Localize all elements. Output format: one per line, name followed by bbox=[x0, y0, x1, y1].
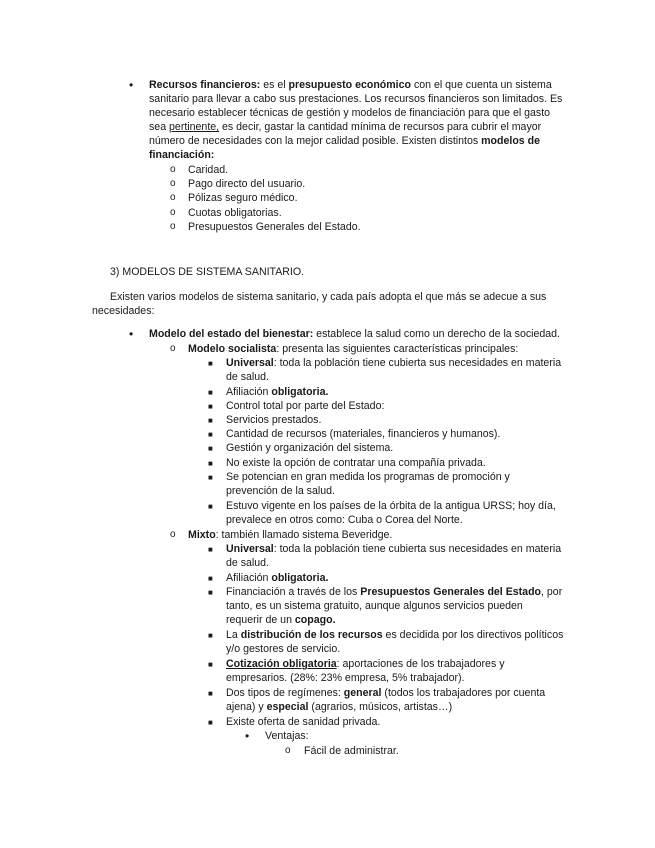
square-bullet-icon: ■ bbox=[208, 459, 213, 468]
bold-text: Modelo socialista bbox=[188, 343, 277, 355]
bullet-icon: • bbox=[129, 327, 134, 341]
text: Dos tipos de regímenes: bbox=[226, 687, 344, 699]
list-item: No existe la opción de contratar una compañía privada. bbox=[226, 457, 486, 469]
recursos-line-2: sanitario para llevar a cabo sus prestaciones. Los recursos financieros son limitados. Es bbox=[149, 93, 563, 105]
list-item bbox=[226, 585, 562, 599]
list-item-cont: y/o gestores de servicio. bbox=[226, 643, 341, 655]
list-item-cont: de salud. bbox=[226, 557, 269, 569]
square-bullet-icon: ■ bbox=[208, 631, 213, 640]
square-bullet-icon: ■ bbox=[208, 388, 213, 397]
intro-line-2: necesidades: bbox=[92, 305, 155, 317]
square-bullet-icon: ■ bbox=[208, 574, 213, 583]
square-bullet-icon: ■ bbox=[208, 588, 213, 597]
square-bullet-icon: ■ bbox=[208, 359, 213, 368]
list-item bbox=[226, 571, 328, 585]
list-item-cont: de salud. bbox=[226, 371, 269, 383]
text: es el bbox=[260, 79, 289, 91]
list-item-cont bbox=[226, 700, 452, 714]
underlined-text: pertinente, bbox=[169, 121, 220, 133]
list-item: Gestión y organización del sistema. bbox=[226, 442, 394, 454]
bullet-icon: • bbox=[245, 729, 250, 743]
bold-text: general bbox=[343, 687, 382, 699]
recursos-line-3: necesario establecer técnicas de gestión y modelos de financiación para que el gasto bbox=[149, 107, 551, 119]
circle-bullet-icon: o bbox=[170, 178, 176, 189]
list-item-cont: tanto, es un sistema gratuito, aunque algunos servicios pueden bbox=[226, 600, 523, 612]
recursos-line-6 bbox=[149, 148, 214, 162]
square-bullet-icon: ■ bbox=[208, 473, 213, 482]
circle-bullet-icon: o bbox=[170, 207, 176, 218]
bold-text: Presupuestos Generales del Estado bbox=[360, 586, 542, 598]
text: : presenta las siguientes características principales: bbox=[276, 343, 519, 355]
text: Afiliación bbox=[226, 572, 272, 584]
circle-bullet-icon: o bbox=[170, 529, 176, 540]
option-item: Pago directo del usuario. bbox=[188, 178, 306, 190]
bullet-icon: • bbox=[129, 78, 134, 92]
square-bullet-icon: ■ bbox=[208, 545, 213, 554]
list-item bbox=[226, 657, 505, 671]
list-item bbox=[226, 542, 561, 556]
option-item: Presupuestos Generales del Estado. bbox=[188, 221, 361, 233]
bold-text: presupuesto económico bbox=[288, 79, 411, 91]
list-item: Servicios prestados. bbox=[226, 414, 322, 426]
list-item-cont: empresarios. (28%: 23% empresa, 5% trabajador). bbox=[226, 672, 465, 684]
socialista-line bbox=[188, 342, 518, 356]
text: establece la salud como un derecho de la sociedad. bbox=[313, 328, 560, 340]
text: con el que cuenta un sistema bbox=[411, 79, 552, 91]
list-item-cont: prevención de la salud. bbox=[226, 485, 335, 497]
list-item bbox=[226, 385, 328, 399]
bold-underlined-text: Cotización obligatoria bbox=[226, 658, 337, 670]
list-item bbox=[226, 356, 561, 370]
square-bullet-icon: ■ bbox=[208, 444, 213, 453]
option-item: Pólizas seguro médico. bbox=[188, 192, 298, 204]
text: : también llamado sistema Beveridge. bbox=[215, 529, 393, 541]
recursos-term: Recursos financieros: bbox=[149, 79, 261, 91]
section-heading: 3) MODELOS DE SISTEMA SANITARIO. bbox=[110, 266, 305, 278]
text: La bbox=[226, 629, 241, 641]
circle-bullet-icon: o bbox=[170, 343, 176, 354]
bienestar-line bbox=[149, 327, 560, 341]
text: , por bbox=[541, 586, 563, 598]
circle-bullet-icon: o bbox=[285, 745, 291, 756]
mixto-line bbox=[188, 528, 392, 542]
text: (agrarios, músicos, artistas…) bbox=[308, 701, 453, 713]
list-item: Cantidad de recursos (materiales, financieros y humanos). bbox=[226, 428, 501, 440]
circle-bullet-icon: o bbox=[170, 221, 176, 232]
list-item bbox=[226, 686, 545, 700]
text: es decidida por los directivos políticos bbox=[382, 629, 564, 641]
list-item: Estuvo vigente en los países de la órbita de la antigua URSS; hoy día, bbox=[226, 500, 556, 512]
square-bullet-icon: ■ bbox=[208, 718, 213, 727]
text: Afiliación bbox=[226, 386, 272, 398]
bold-text: obligatoria. bbox=[271, 386, 329, 398]
text: requerir de un bbox=[226, 614, 295, 626]
recursos-line-1 bbox=[149, 78, 552, 92]
square-bullet-icon: ■ bbox=[208, 660, 213, 669]
recursos-line-5 bbox=[149, 134, 540, 148]
text: sea bbox=[149, 121, 170, 133]
bold-text: especial bbox=[266, 701, 309, 713]
option-item: Cuotas obligatorias. bbox=[188, 207, 282, 219]
list-item-cont: prevalece en otros como: Cuba o Corea del Norte. bbox=[226, 514, 463, 526]
list-item: Control total por parte del Estado: bbox=[226, 400, 385, 412]
bold-text: financiación: bbox=[149, 149, 215, 161]
circle-bullet-icon: o bbox=[170, 192, 176, 203]
square-bullet-icon: ■ bbox=[208, 430, 213, 439]
ventaja-item: Fácil de administrar. bbox=[304, 745, 399, 757]
list-item-cont bbox=[226, 613, 336, 627]
text: Financiación a través de los bbox=[226, 586, 361, 598]
option-item: Caridad. bbox=[188, 164, 229, 176]
bold-text: Universal bbox=[226, 357, 274, 369]
bold-text: copago. bbox=[294, 614, 336, 626]
square-bullet-icon: ■ bbox=[208, 416, 213, 425]
square-bullet-icon: ■ bbox=[208, 502, 213, 511]
intro-line-1: Existen varios modelos de sistema sanitario, y cada país adopta el que más se adecue a sus bbox=[110, 291, 547, 303]
bold-text: distribución de los recursos bbox=[240, 629, 383, 641]
square-bullet-icon: ■ bbox=[208, 402, 213, 411]
square-bullet-icon: ■ bbox=[208, 689, 213, 698]
text: : toda la población tiene cubierta sus necesidades en materia bbox=[273, 357, 562, 369]
bold-text: Modelo del estado del bienestar: bbox=[149, 328, 314, 340]
list-item: Se potencian en gran medida los programas de promoción y bbox=[226, 471, 510, 483]
text: : aportaciones de los trabajadores y bbox=[336, 658, 505, 670]
list-item: Existe oferta de sanidad privada. bbox=[226, 716, 381, 728]
bold-text: obligatoria. bbox=[271, 572, 329, 584]
text: es decir, gastar la cantidad mínima de recursos para cubrir el mayor bbox=[219, 121, 542, 133]
circle-bullet-icon: o bbox=[170, 164, 176, 175]
ventajas-label: Ventajas: bbox=[265, 730, 309, 742]
bold-text: Universal bbox=[226, 543, 274, 555]
list-item bbox=[226, 628, 563, 642]
recursos-line-4 bbox=[149, 120, 541, 134]
text: ajena) y bbox=[226, 701, 267, 713]
text: : toda la población tiene cubierta sus necesidades en materia bbox=[273, 543, 562, 555]
text: número de necesidades con la mejor calidad posible. Existen distintos bbox=[149, 135, 482, 147]
bold-text: modelos de bbox=[481, 135, 541, 147]
bold-text: Mixto bbox=[188, 529, 216, 541]
text: (todos los trabajadores por cuenta bbox=[381, 687, 546, 699]
